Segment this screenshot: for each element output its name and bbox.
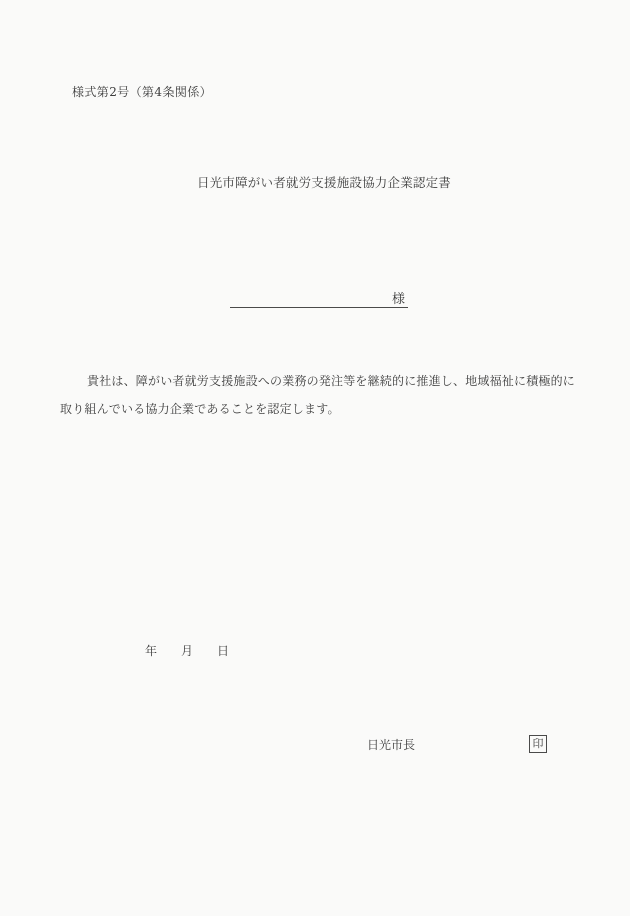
seal-mark: 印	[532, 737, 544, 750]
form-number: 様式第2号（第4条関係）	[72, 85, 213, 99]
body-paragraph	[60, 367, 576, 423]
document-title: 日光市障がい者就労支援施設協力企業認定書	[197, 175, 452, 190]
recipient-honorific: 様	[391, 292, 405, 307]
recipient-blank-line	[230, 288, 408, 308]
signer-title: 日光市長	[367, 738, 416, 752]
seal-placeholder-box	[529, 735, 547, 753]
body-line-2: 取り組んでいる協力企業であることを認定します。	[60, 402, 340, 416]
body-line-1: 貴社は、障がい者就労支援施設への業務の発注等を継続的に推進し、地域福祉に積極的に	[87, 374, 576, 388]
date-line: 年 月 日	[145, 644, 230, 658]
